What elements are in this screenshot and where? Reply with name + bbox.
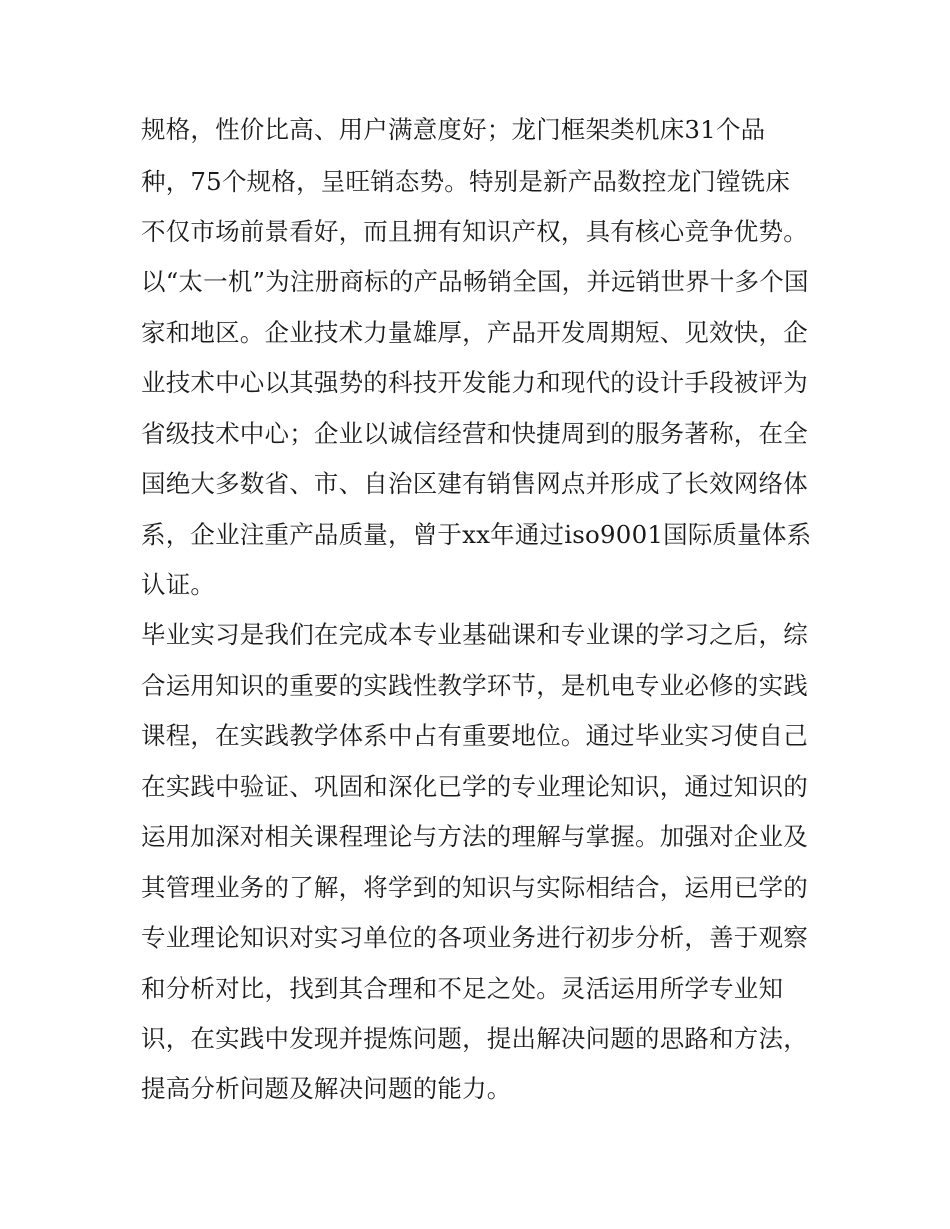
text-line: 省级技术中心；企业以诚信经营和快捷周到的服务著称，在全: [141, 419, 808, 448]
text-line: 国绝大多数省、市、自治区建有销售网点并形成了长效网络体: [141, 469, 808, 498]
text-line: 业技术中心以其强势的科技开发能力和现代的设计手段被评为: [141, 368, 808, 397]
text-line: 认证。: [141, 570, 216, 599]
text-line: 和分析对比，找到其合理和不足之处。灵活运用所学专业知: [141, 974, 784, 1003]
text-line: 识，在实践中发现并提炼问题，提出解决问题的思路和方法，: [141, 1024, 808, 1053]
text-line: 专业理论知识对实习单位的各项业务进行初步分析，善于观察: [141, 923, 808, 952]
text-line: 以“太一机”为注册商标的产品畅销全国，并远销世界十多个国: [141, 267, 809, 296]
text-line: 运用加深对相关课程理论与方法的理解与掌握。加强对企业及: [141, 822, 808, 851]
text-line: 不仅市场前景看好，而且拥有知识产权，具有核心竞争优势。: [141, 217, 808, 246]
text-line: 系，企业注重产品质量，曾于xx年通过iso9001国际质量体系: [141, 520, 812, 549]
text-line: 家和地区。企业技术力量雄厚，产品开发周期短、见效快，企: [141, 318, 808, 347]
text-line: 种，75个规格，呈旺销态势。特别是新产品数控龙门镗铣床: [141, 167, 791, 196]
text-line: 规格，性价比高、用户满意度好；龙门框架类机床31个品: [141, 115, 766, 144]
text-line: 毕业实习是我们在完成本专业基础课和专业课的学习之后，综: [141, 620, 808, 649]
text-line: 提高分析问题及解决问题的能力。: [141, 1074, 512, 1103]
text-line: 课程，在实践教学体系中占有重要地位。通过毕业实习使自己: [141, 721, 808, 750]
text-line: 在实践中验证、巩固和深化已学的专业理论知识，通过知识的: [141, 772, 808, 801]
text-line: 其管理业务的了解，将学到的知识与实际相结合，运用已学的: [141, 873, 808, 902]
text-line: 合运用知识的重要的实践性教学环节，是机电专业必修的实践: [141, 671, 808, 700]
